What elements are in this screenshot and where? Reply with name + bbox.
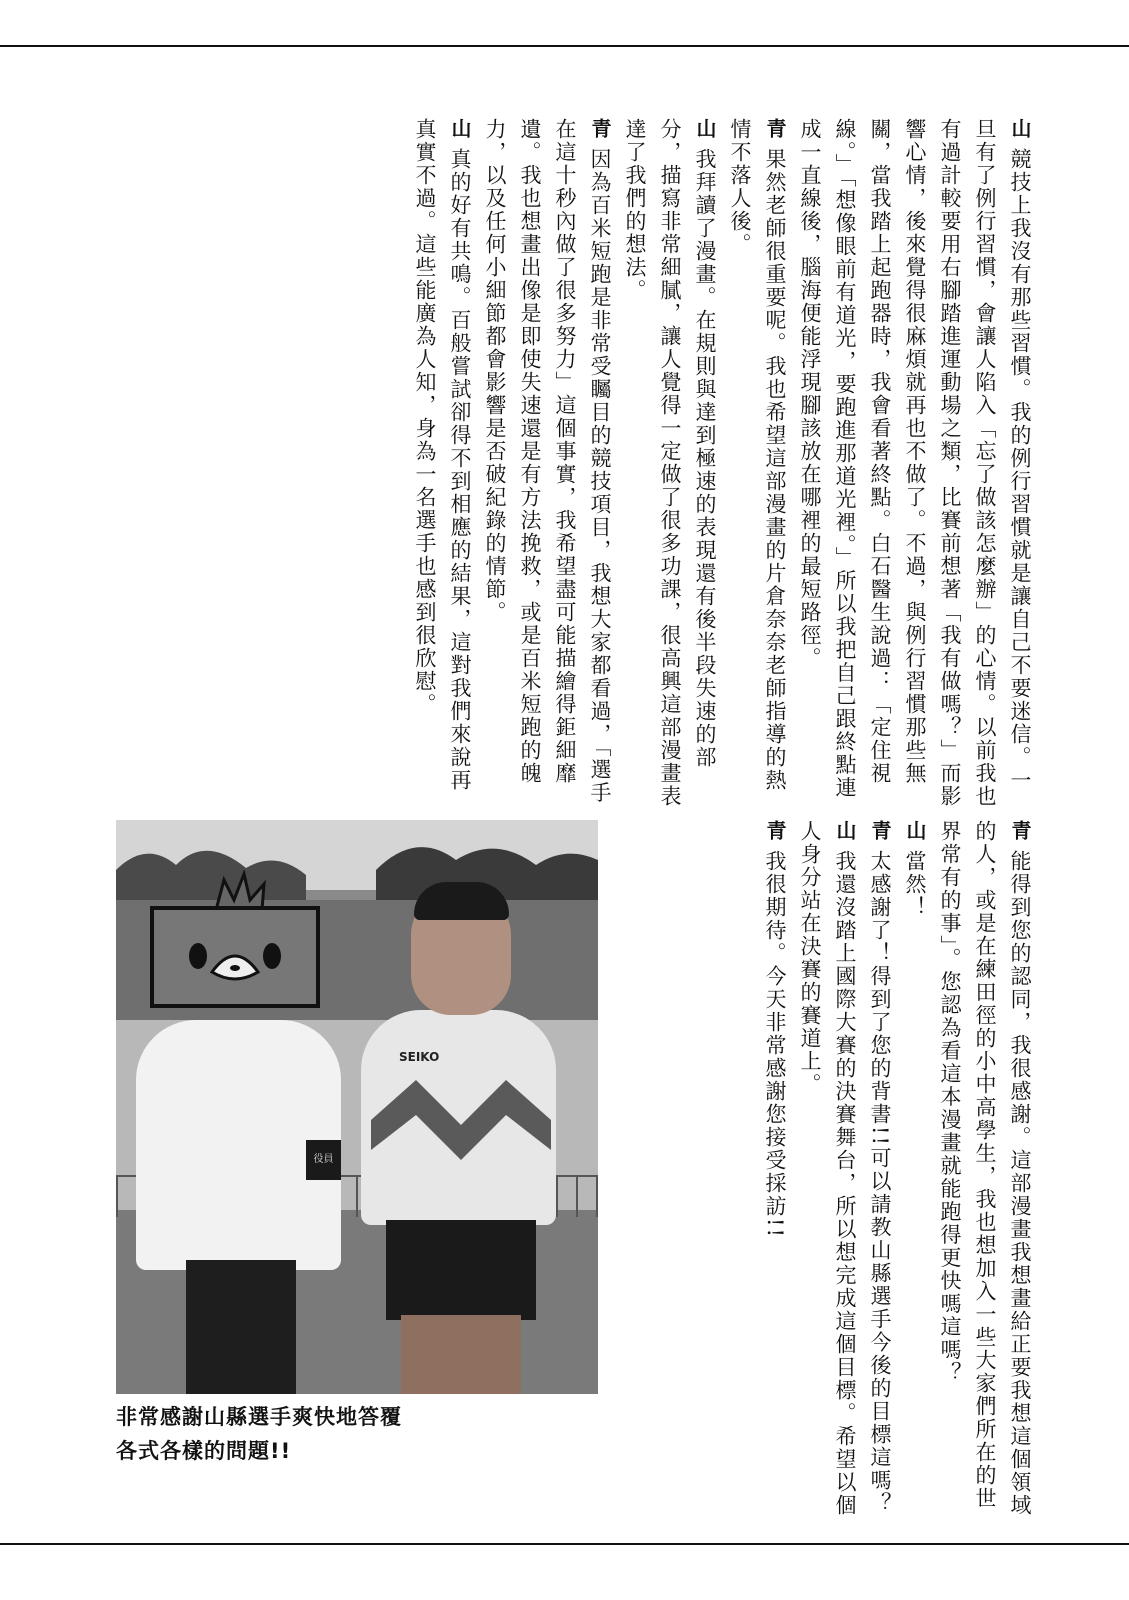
upper-text-column [407, 118, 1037, 808]
dialogue-text: 我拜讀了漫畫。在規則與達到極速的表現還有後半段失速的部分，描寫非常細膩，讓人覺得一定做了很多功課，很高興這部漫畫表達了我們的想法。 [623, 118, 717, 808]
bottom-rule [0, 1543, 1129, 1545]
speaker-label: 山 [903, 820, 927, 842]
speaker-label: 青 [1008, 820, 1032, 842]
speaker-label: 山 [693, 118, 717, 140]
dialogue-text: 我很期待。今天非常感謝您接受採訪!! [763, 850, 787, 1239]
dialogue-entry [477, 118, 617, 808]
dialogue-text: 我還沒踏上國際大賽的決賽舞台，所以想完成這個目標。希望以個人身分站在決賽的賽道上。 [798, 820, 857, 1517]
dialogue-text: 因為百米短跑是非常受矚目的競技項目，我想大家都看過，「選手在這十秒內做了很多努力」這個事實，我希望盡可能描繪得鉅細靡遺。我也想畫出像是即使失速還是有方法挽救，或是百米短跑的魄力，以及任何小細節都會影響是否破紀錄的情節。 [483, 118, 612, 805]
shirt-brand: SEIKO [399, 1050, 440, 1064]
dialogue-entry [757, 820, 792, 1520]
caption-line-2: 各式各樣的問題!! [116, 1439, 292, 1463]
dialogue-entry [792, 820, 862, 1520]
dialogue-entry [792, 118, 1037, 808]
athlete-legs [401, 1315, 521, 1394]
speaker-label: 青 [763, 820, 787, 842]
dialogue-text: 果然老師很重要呢。我也希望這部漫畫的片倉奈奈老師指導的熱情不落人後。 [728, 118, 787, 792]
interviewer-legs [186, 1260, 296, 1394]
athlete-hair [414, 882, 509, 920]
mascot-face-icon [146, 870, 324, 1010]
caption-line-1: 非常感謝山縣選手爽快地答覆 [116, 1405, 402, 1429]
dialogue-entry [932, 820, 1037, 1520]
athlete-shirt [361, 1010, 556, 1225]
lower-text-column [757, 820, 1037, 1520]
dialogue-entry [862, 820, 897, 1520]
top-rule [0, 45, 1129, 47]
dialogue-entry [407, 118, 477, 808]
photo-caption [116, 1400, 586, 1468]
athlete-shorts [386, 1220, 536, 1320]
speaker-label: 青 [868, 820, 892, 842]
speaker-label: 青 [763, 118, 787, 140]
speaker-label: 青 [588, 118, 612, 140]
interviewer-shirt [136, 1020, 341, 1270]
armband: 役員 [306, 1140, 341, 1180]
dialogue-entry [617, 118, 722, 808]
speaker-label: 山 [1008, 118, 1032, 140]
dialogue-text: 競技上我沒有那些習慣。我的例行習慣就是讓自己不要迷信。一旦有了例行習慣，會讓人陷入「忘了做該怎麼辦」的心情。以前我也有過計較要用右腳踏進運動場之類，比賽前想著「我有做嗎？」而影響心情，後來覺得很麻煩就再也不做了。不過，與例行習慣那些無關，當我踏上起跑器時，我會看著終點。白石醫生說過：「定住視線。」「想像眼前有道光，要跑進那道光裡。」所以我把自己跟終點連成一直線後，腦海便能浮現腳該放在哪裡的最短路徑。 [798, 118, 1032, 808]
speaker-label: 山 [448, 118, 472, 140]
speaker-label: 山 [833, 820, 857, 842]
dialogue-text: 真的好有共鳴。百般嘗試卻得不到相應的結果，這對我們來說再真實不過。這些能廣為人知，身為一名選手也感到很欣慰。 [413, 118, 472, 792]
dialogue-text: 太感謝了！得到了您的背書!!可以請教山縣選手今後的目標這嗎？ [868, 850, 892, 1515]
dialogue-entry [722, 118, 792, 808]
dialogue-text: 能得到您的認同，我很感謝。這部漫畫我想畫給正要我想這個領域的人，或是在練田徑的小中高學生，我也想加入一些大家們所在的世界常有的事」。您認為看這本漫畫就能跑得更快嗎這嗎？ [938, 820, 1032, 1517]
interview-photo [116, 820, 598, 1394]
dialogue-entry [897, 820, 932, 1520]
dialogue-text: 當然！ [903, 850, 927, 919]
